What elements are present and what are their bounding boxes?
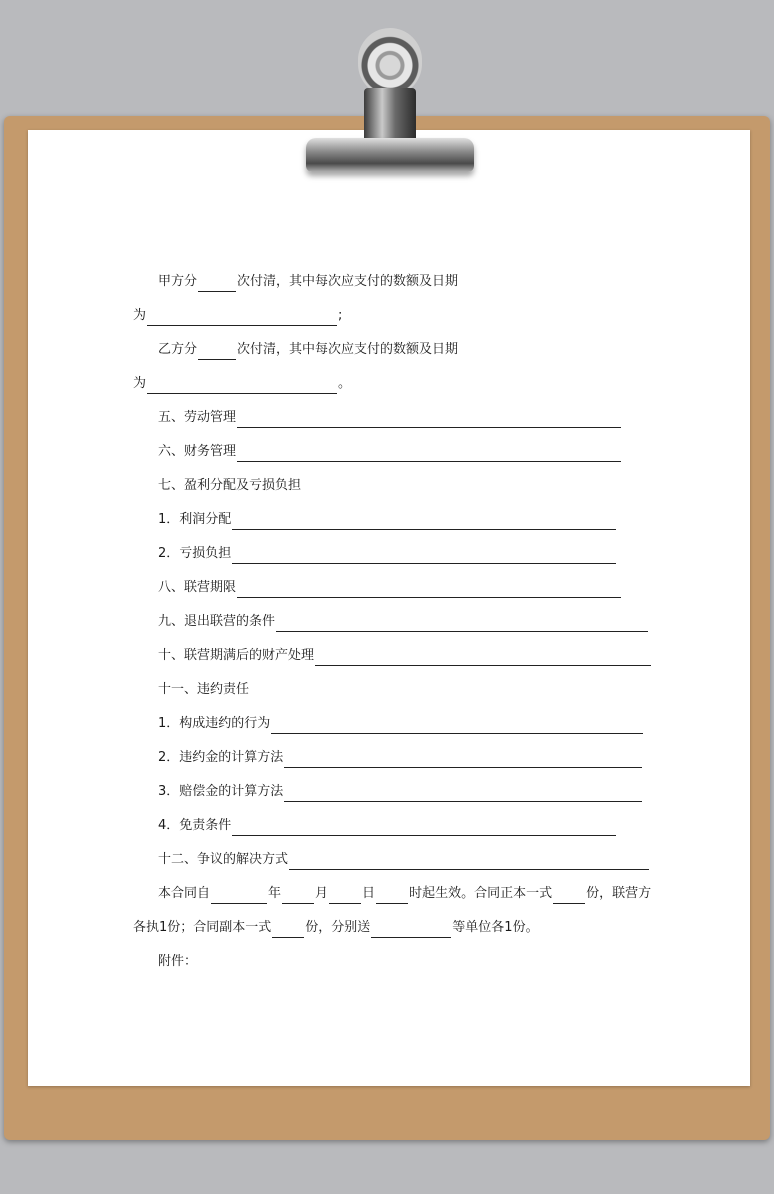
text: 月 xyxy=(315,886,329,901)
blank-field[interactable] xyxy=(276,617,648,632)
blank-field[interactable] xyxy=(232,515,616,530)
text: ; xyxy=(338,308,343,323)
blank-field[interactable] xyxy=(272,923,304,938)
blank-field[interactable] xyxy=(282,889,314,904)
blank-field[interactable] xyxy=(289,855,649,870)
text: 4．免责条件 xyxy=(158,818,232,833)
section-withdrawal-conditions xyxy=(158,612,649,632)
text: 十二、争议的解决方式 xyxy=(158,852,289,867)
blank-field[interactable] xyxy=(232,821,616,836)
text: 次付清，其中每次应支付的数额及日期 xyxy=(237,342,459,357)
text: 十、联营期满后的财产处理 xyxy=(158,648,315,663)
payment-line-party-a xyxy=(158,272,458,292)
blank-field[interactable] xyxy=(271,719,643,734)
item-penalty-calculation xyxy=(158,748,643,768)
text: 为 xyxy=(133,376,147,391)
blank-field[interactable] xyxy=(329,889,361,904)
blank-field[interactable] xyxy=(553,889,585,904)
clip-stem xyxy=(364,88,416,142)
blank-field[interactable] xyxy=(198,277,236,292)
blank-field[interactable] xyxy=(232,549,616,564)
text: 份，分别送 xyxy=(305,920,371,935)
section-dispute-resolution xyxy=(158,850,650,870)
blank-field[interactable] xyxy=(211,889,267,904)
text: 附件： xyxy=(158,954,198,969)
blank-field[interactable] xyxy=(237,413,621,428)
blank-field[interactable] xyxy=(284,753,642,768)
section-joint-term xyxy=(158,578,622,598)
text: 等单位各1份。 xyxy=(452,920,539,935)
text: 1．利润分配 xyxy=(158,512,232,527)
payment-date-line-a xyxy=(133,306,342,326)
section-profit-loss xyxy=(158,476,301,496)
text: 本合同自 xyxy=(158,886,211,901)
text: 五、劳动管理 xyxy=(158,410,237,425)
blank-field[interactable] xyxy=(237,447,621,462)
copies-clause xyxy=(133,918,539,938)
text: 2．亏损负担 xyxy=(158,546,232,561)
text: 时起生效。合同正本一式 xyxy=(409,886,553,901)
text: 各执1份；合同副本一式 xyxy=(133,920,272,935)
blank-field[interactable] xyxy=(147,311,337,326)
section-breach-liability xyxy=(158,680,249,700)
section-property-disposal xyxy=(158,646,652,666)
text: 次付清，其中每次应支付的数额及日期 xyxy=(237,274,459,289)
text: 1．构成违约的行为 xyxy=(158,716,271,731)
text: 乙方分 xyxy=(158,342,198,357)
text: 为 xyxy=(133,308,147,323)
section-labor-management xyxy=(158,408,622,428)
text: 八、联营期限 xyxy=(158,580,237,595)
attachments-label xyxy=(158,952,197,972)
blank-field[interactable] xyxy=(315,651,651,666)
text: 九、退出联营的条件 xyxy=(158,614,276,629)
blank-field[interactable] xyxy=(198,345,236,360)
text: 3．赔偿金的计算方法 xyxy=(158,784,284,799)
text: 七、盈利分配及亏损负担 xyxy=(158,478,302,493)
effective-date-clause xyxy=(158,884,651,904)
blank-field[interactable] xyxy=(376,889,408,904)
item-profit-distribution xyxy=(158,510,617,530)
text: 份，联营方 xyxy=(586,886,652,901)
text: 。 xyxy=(338,376,352,391)
text: 甲方分 xyxy=(158,274,198,289)
item-breach-acts xyxy=(158,714,644,734)
payment-line-party-b xyxy=(158,340,458,360)
payment-date-line-b xyxy=(133,374,351,394)
binder-clip-icon xyxy=(306,138,474,172)
text: 年 xyxy=(268,886,282,901)
item-compensation-calculation xyxy=(158,782,643,802)
text: 日 xyxy=(362,886,376,901)
clip-ring xyxy=(358,28,422,96)
text: 2．违约金的计算方法 xyxy=(158,750,284,765)
item-exemption-conditions xyxy=(158,816,617,836)
section-financial-management xyxy=(158,442,622,462)
item-loss-bearing xyxy=(158,544,617,564)
blank-field[interactable] xyxy=(147,379,337,394)
blank-field[interactable] xyxy=(237,583,621,598)
blank-field[interactable] xyxy=(371,923,451,938)
blank-field[interactable] xyxy=(284,787,642,802)
text: 十一、违约责任 xyxy=(158,682,250,697)
text: 六、财务管理 xyxy=(158,444,237,459)
